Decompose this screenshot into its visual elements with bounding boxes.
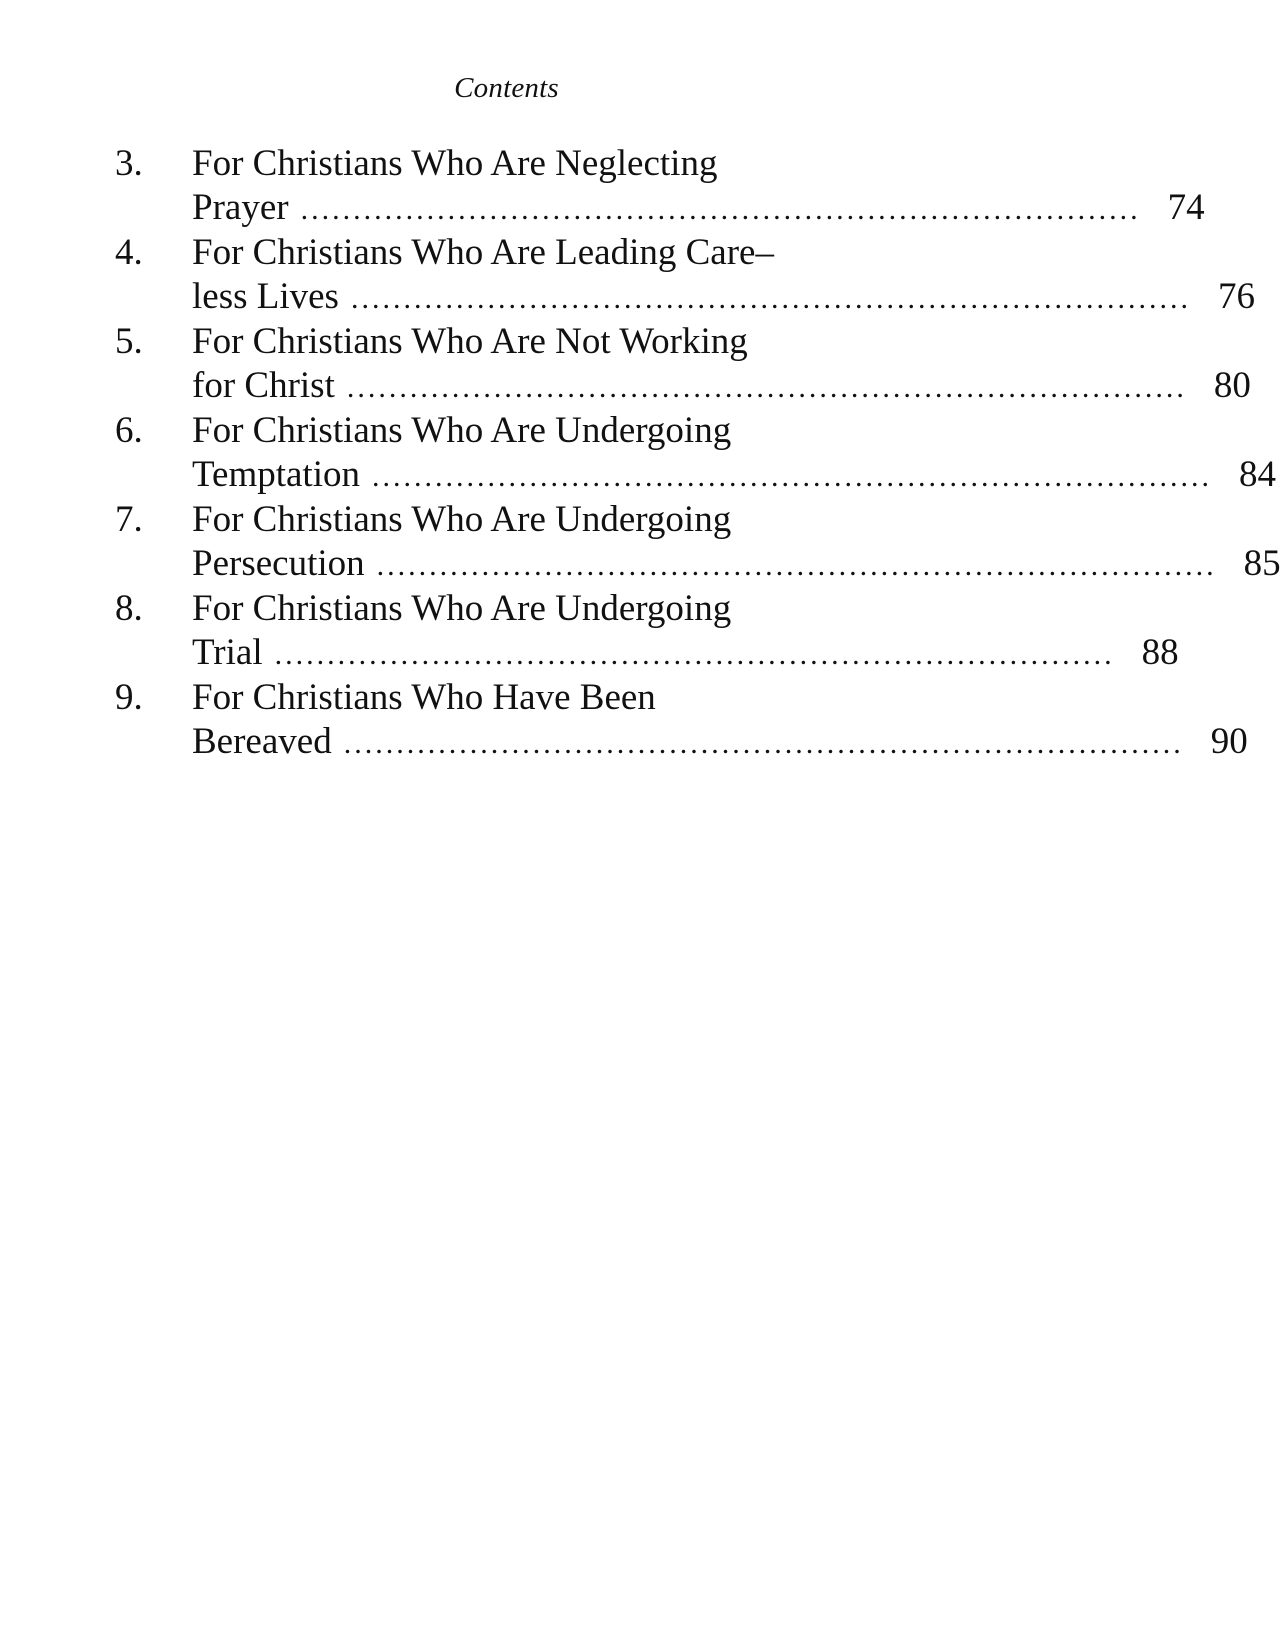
table-of-contents	[115, 142, 1281, 765]
entry-page-number: 76	[1217, 275, 1255, 317]
dot-leader: ................................................................................	[343, 726, 1184, 760]
entry-title-continued: for Christ	[192, 364, 335, 406]
entry-title: For Christians Who Are Undergoing	[192, 410, 732, 451]
toc-entry	[115, 320, 1251, 409]
entry-number: 4.	[115, 232, 143, 273]
toc-entry	[115, 587, 1179, 676]
entry-number: 3.	[115, 143, 143, 184]
entry-page-number: 90	[1210, 720, 1248, 762]
entry-number: 6.	[115, 410, 143, 451]
entry-title-continued: Temptation	[192, 453, 360, 495]
entry-title-continued: Bereaved	[192, 720, 332, 762]
running-head: Contents	[454, 72, 559, 104]
toc-entry	[115, 498, 1281, 587]
entry-page-number: 80	[1213, 364, 1251, 406]
dot-leader: ................................................................................	[300, 192, 1141, 226]
entry-page-number: 88	[1141, 631, 1179, 673]
dot-leader: ................................................................................	[346, 370, 1187, 404]
entry-title-continued: Prayer	[192, 186, 289, 228]
entry-title-continued: Trial	[192, 631, 263, 673]
toc-entry	[115, 142, 1205, 231]
entry-title: For Christians Who Have Been	[192, 677, 656, 718]
entry-title: For Christians Who Are Undergoing	[192, 588, 732, 629]
dot-leader: ................................................................................	[376, 548, 1217, 582]
entry-page-number: 84	[1238, 453, 1276, 495]
dot-leader: ................................................................................	[274, 637, 1115, 671]
entry-title-continued: less Lives	[192, 275, 339, 317]
entry-number: 7.	[115, 499, 143, 540]
dot-leader: ................................................................................	[371, 459, 1212, 493]
entry-page-number: 74	[1167, 186, 1205, 228]
entry-number: 5.	[115, 321, 143, 362]
toc-entry	[115, 676, 1248, 765]
entry-number: 8.	[115, 588, 143, 629]
entry-title: For Christians Who Are Leading Care–	[192, 232, 774, 273]
toc-entry	[115, 231, 1255, 320]
entry-title: For Christians Who Are Undergoing	[192, 499, 732, 540]
entry-page-number: 85	[1243, 542, 1281, 584]
toc-entry	[115, 409, 1276, 498]
entry-title-continued: Persecution	[192, 542, 365, 584]
dot-leader: ................................................................................	[350, 281, 1191, 315]
entry-number: 9.	[115, 677, 143, 718]
entry-title: For Christians Who Are Neglecting	[192, 143, 718, 184]
entry-title: For Christians Who Are Not Working	[192, 321, 748, 362]
